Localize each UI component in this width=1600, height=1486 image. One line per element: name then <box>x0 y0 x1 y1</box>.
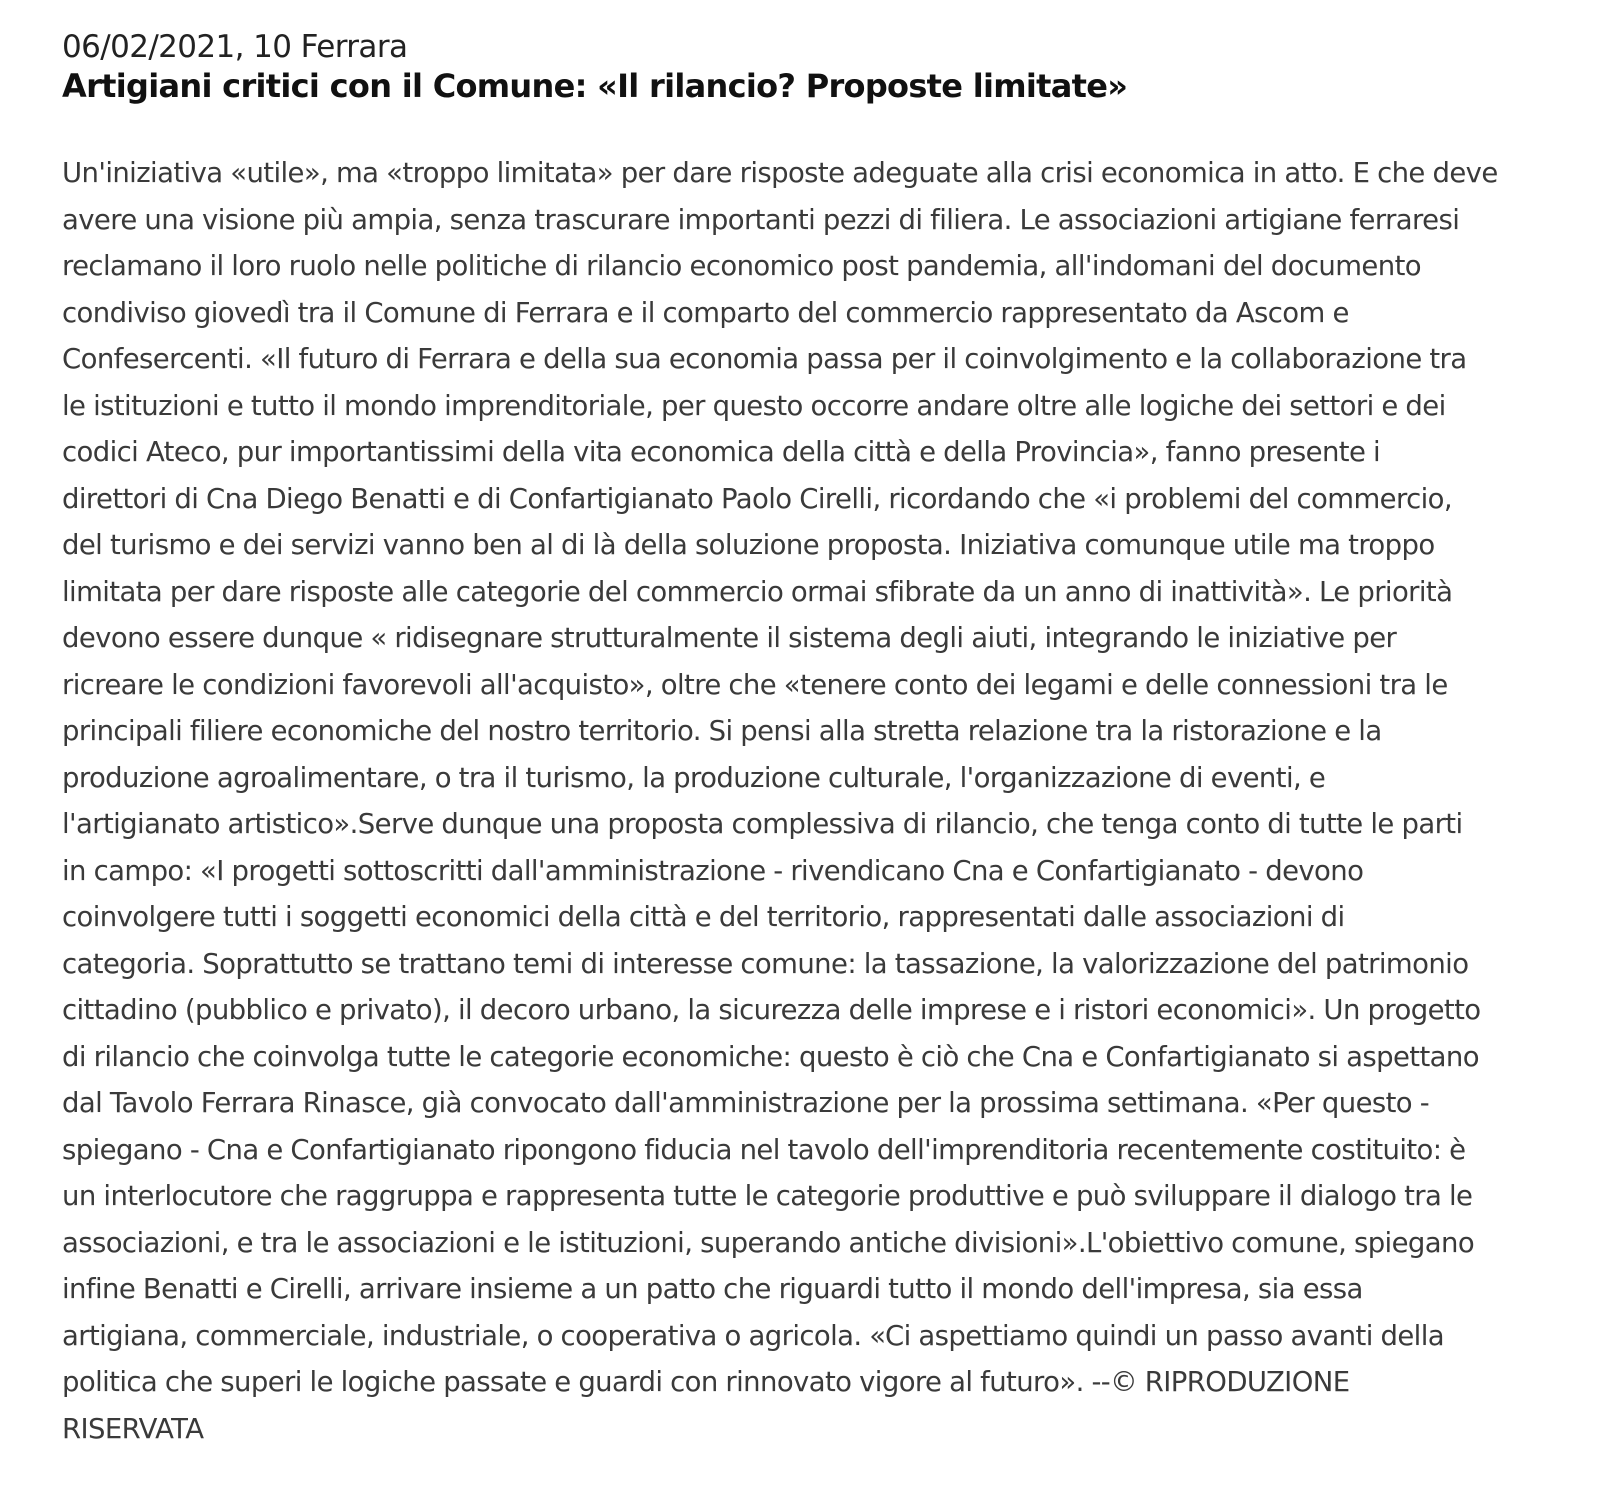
article-body <box>62 150 1562 1452</box>
body-line: devono essere dunque « ridisegnare strutturalmente il sistema degli aiuti, integrando le iniziative per <box>62 622 1397 654</box>
body-line: artigiana, commerciale, industriale, o cooperativa o agricola. «Ci aspettiamo quindi un passo avanti della <box>62 1319 1444 1352</box>
body-line: reclamano il loro ruolo nelle politiche di rilancio economico post pandemia, all'indomani del documento <box>62 250 1421 282</box>
body-line: direttori di Cna Diego Benatti e di Confartigianato Paolo Cirelli, ricordando che «i problemi del commercio, <box>62 482 1453 515</box>
body-line: RISERVATA <box>62 1412 204 1445</box>
body-line: le istituzioni e tutto il mondo imprenditoriale, per questo occorre andare oltre alle logiche dei settori e dei <box>62 389 1446 422</box>
body-line: limitata per dare risposte alle categorie del commercio ormai sfibrate da un anno di inattività». Le priorità <box>62 575 1453 608</box>
body-line: principali filiere economiche del nostro territorio. Si pensi alla stretta relazione tra la ristorazione e la <box>62 715 1382 747</box>
body-line: di rilancio che coinvolga tutte le categorie economiche: questo è ciò che Cna e Confartigianato si aspettano <box>62 1040 1479 1073</box>
body-line: produzione agroalimentare, o tra il turismo, la produzione culturale, l'organizzazione di eventi, e <box>62 761 1326 794</box>
body-line: Un'iniziativa «utile», ma «troppo limitata» per dare risposte adeguate alla crisi economica in atto. E che deve <box>62 157 1498 189</box>
body-line: Confesercenti. «Il futuro di Ferrara e della sua economia passa per il coinvolgimento e la collaborazione tra <box>62 343 1467 375</box>
body-line: politica che superi le logiche passate e guardi con rinnovato vigore al futuro». --© RIPRODUZIONE <box>62 1366 1350 1398</box>
body-line: condiviso giovedì tra il Comune di Ferrara e il comparto del commercio rappresentato da Ascom e <box>62 296 1349 329</box>
body-line: coinvolgere tutti i soggetti economici della città e del territorio, rappresentati dalle associazioni di <box>62 901 1345 933</box>
body-line: del turismo e dei servizi vanno ben al di là della soluzione proposta. Iniziativa comunque utile ma troppo <box>62 529 1435 561</box>
article-headline: Artigiani critici con il Comune: «Il rilancio? Proposte limitate» <box>62 67 1128 105</box>
body-line: un interlocutore che raggruppa e rappresenta tutte le categorie produttive e può sviluppare il dialogo tra le <box>62 1180 1473 1212</box>
article <box>62 28 1562 1452</box>
body-line: in campo: «I progetti sottoscritti dall'amministrazione - rivendicano Cna e Confartigianato - devono <box>62 854 1364 887</box>
body-line: spiegano - Cna e Confartigianato ripongono fiducia nel tavolo dell'imprenditoria recentemente costituito: è <box>62 1133 1466 1166</box>
body-line: codici Ateco, pur importantissimi della vita economica della città e della Provincia», fanno presente i <box>62 436 1381 468</box>
body-line: infine Benatti e Cirelli, arrivare insieme a un patto che riguardi tutto il mondo dell'impresa, sia essa <box>62 1273 1363 1305</box>
body-line: ricreare le condizioni favorevoli all'acquisto», oltre che «tenere conto dei legami e delle connessioni tra le <box>62 668 1448 701</box>
article-dateline: 06/02/2021, 10 Ferrara <box>62 29 408 65</box>
body-line: associazioni, e tra le associazioni e le istituzioni, superando antiche divisioni».L'obiettivo comune, spiegano <box>62 1226 1475 1259</box>
body-line: dal Tavolo Ferrara Rinasce, già convocato dall'amministrazione per la prossima settimana. «Per questo - <box>62 1087 1430 1119</box>
body-line: cittadino (pubblico e privato), il decoro urbano, la sicurezza delle imprese e i ristori economici». Un progetto <box>62 994 1481 1026</box>
body-line: categoria. Soprattutto se trattano temi di interesse comune: la tassazione, la valorizzazione del patrimonio <box>62 947 1469 980</box>
body-line: l'artigianato artistico».Serve dunque una proposta complessiva di rilancio, che tenga conto di tutte le parti <box>62 808 1463 840</box>
body-line: avere una visione più ampia, senza trascurare importanti pezzi di filiera. Le associazioni artigiane ferraresi <box>62 203 1460 236</box>
